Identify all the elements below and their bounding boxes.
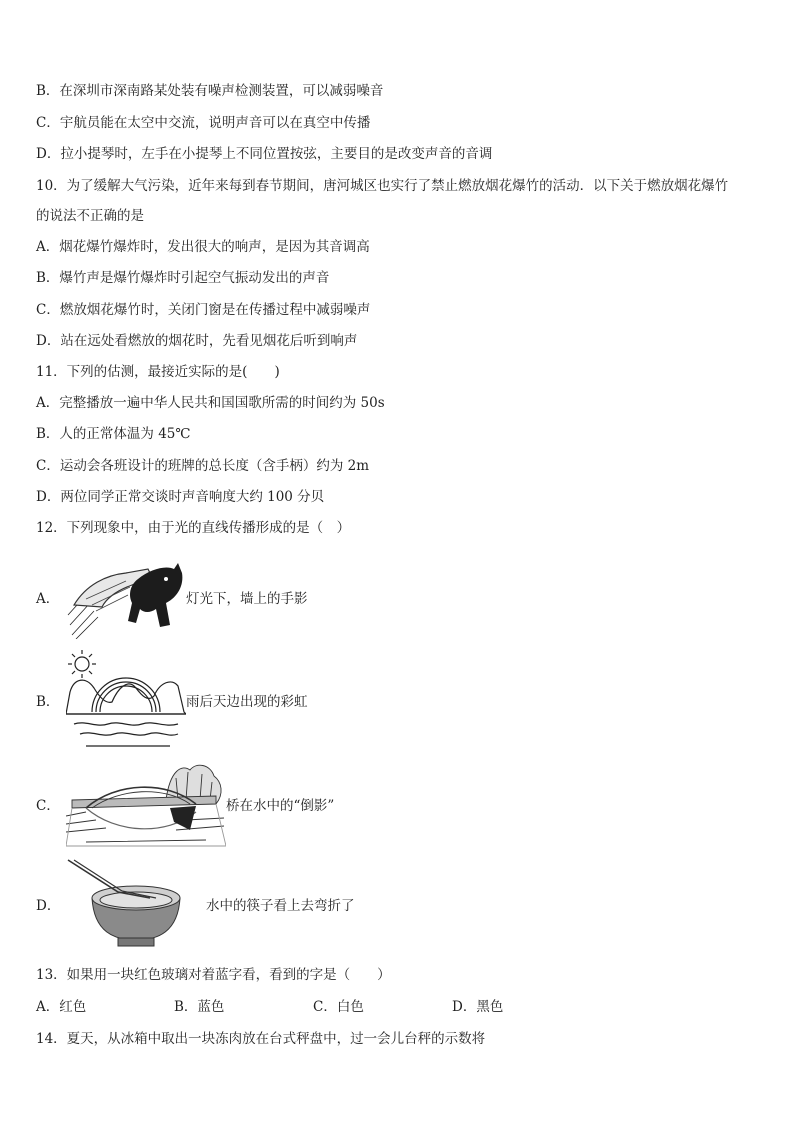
chopsticks-bowl-picture — [66, 858, 206, 950]
q13-option-a: A．红色 — [36, 999, 87, 1015]
q10-option-d: D．站在远处看燃放的烟花时，先看见烟花后听到响声 — [36, 333, 358, 349]
q12-option-a-letter: A． — [36, 591, 60, 607]
q12-option-d-text: 水中的筷子看上去弯折了 — [206, 898, 355, 914]
line-prev-c: C．宇航员能在太空中交流，说明声音可以在真空中传播 — [36, 115, 371, 131]
hand-shadow-picture — [66, 555, 186, 639]
line-prev-b: B．在深圳市深南路某处装有噪声检测装置，可以减弱噪音 — [36, 83, 384, 99]
q10-option-b: B．爆竹声是爆竹爆炸时引起空气振动发出的声音 — [36, 270, 330, 286]
q12-option-a — [36, 555, 308, 639]
rainbow-picture — [66, 648, 186, 752]
q12-option-d-letter: D． — [36, 898, 61, 914]
bridge-reflection-picture — [66, 760, 226, 848]
q12-stem: 12．下列现象中，由于光的直线传播形成的是（ ） — [36, 520, 351, 536]
q11-option-c: C．运动会各班设计的班牌的总长度（含手柄）约为 2m — [36, 458, 370, 474]
q14-stem: 14．夏天，从冰箱中取出一块冻肉放在台式秤盘中，过一会儿台秤的示数将 — [36, 1031, 486, 1047]
q12-option-c-letter: C． — [36, 798, 60, 814]
q10-option-a: A．烟花爆竹爆炸时，发出很大的响声，是因为其音调高 — [36, 239, 370, 255]
q11-option-d: D．两位同学正常交谈时声音响度大约 100 分贝 — [36, 489, 325, 505]
q11-option-a: A．完整播放一遍中华人民共和国国歌所需的时间约为 50s — [36, 395, 385, 411]
q12-option-c-text: 桥在水中的“倒影” — [226, 798, 335, 814]
q10-stem-line2: 的说法不正确的是 — [36, 208, 144, 224]
q10-stem-line1: 10．为了缓解大气污染，近年来每到春节期间，唐河城区也实行了禁止燃放烟花爆竹的活动．以下关于燃放烟花爆竹 — [36, 178, 729, 194]
q12-option-b — [36, 648, 308, 752]
q12-option-a-text: 灯光下，墙上的手影 — [186, 591, 308, 607]
q12-option-b-text: 雨后天边出现的彩虹 — [186, 694, 308, 710]
q13-option-c: C．白色 — [313, 999, 364, 1015]
q10-option-c: C．燃放烟花爆竹时，关闭门窗是在传播过程中减弱噪声 — [36, 302, 371, 318]
q11-stem: 11．下列的估测，最接近实际的是( ) — [36, 364, 280, 380]
q12-option-c — [36, 760, 334, 848]
q12-option-b-letter: B． — [36, 694, 60, 710]
q13-stem: 13．如果用一块红色玻璃对着蓝字看，看到的字是（ ） — [36, 967, 391, 983]
q11-option-b: B．人的正常体温为 45℃ — [36, 426, 191, 442]
q13-option-b: B．蓝色 — [174, 999, 225, 1015]
q12-option-d — [36, 858, 355, 950]
q13-option-d: D．黑色 — [452, 999, 504, 1015]
line-prev-d: D．拉小提琴时，左手在小提琴上不同位置按弦，主要目的是改变声音的音调 — [36, 146, 493, 162]
